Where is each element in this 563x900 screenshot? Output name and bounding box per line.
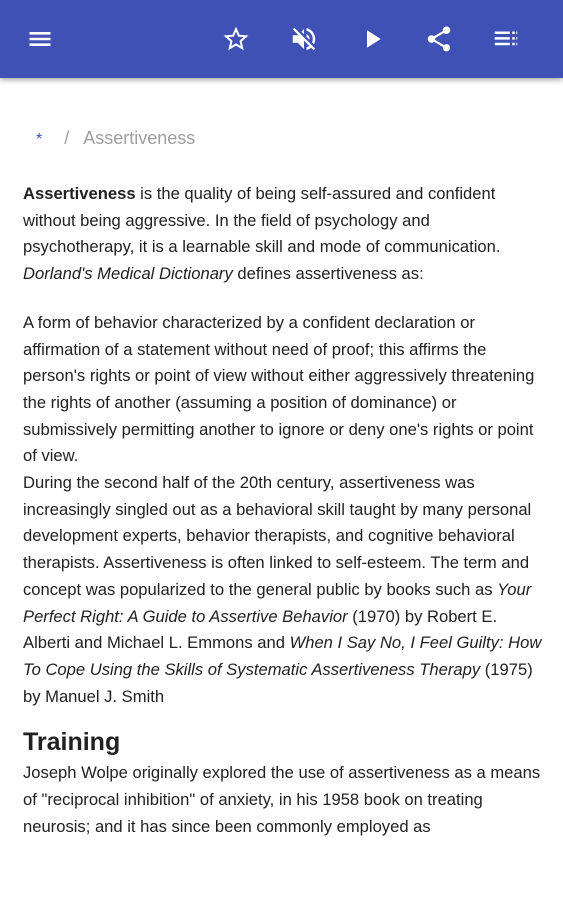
breadcrumb-separator: / xyxy=(64,128,70,148)
source-title: Dorland's Medical Dictionary xyxy=(23,264,233,284)
app-bar xyxy=(0,0,563,78)
section-heading: Training xyxy=(23,728,121,757)
menu-icon[interactable] xyxy=(20,19,60,59)
article-term: Assertiveness xyxy=(23,184,136,203)
history-text-2: (1970) by Robert E. Alberti and Michael L. Emmons and xyxy=(23,606,498,653)
book-title-2: When I Say No, I Feel Guilty: How To Cope Using the Skills of Systematic Assertiveness Therapy xyxy=(23,633,542,679)
contents-icon[interactable] xyxy=(486,19,526,59)
book-title-1: Your Perfect Right: A Guide to Assertive Behavior xyxy=(23,579,532,626)
breadcrumb xyxy=(36,128,195,149)
intro-text-end: defines assertiveness as: xyxy=(232,264,424,284)
history-text-3: (1975) by Manuel J. Smith xyxy=(23,659,533,706)
share-icon[interactable] xyxy=(419,19,459,59)
play-icon[interactable] xyxy=(352,19,392,59)
training-paragraph: Joseph Wolpe originally explored the use of assertiveness as a means of "reciprocal inhibition" of anxiety, in his 1958 book on treating neurosis; and it has since been commonly employed as xyxy=(23,763,541,836)
article-body xyxy=(23,181,543,840)
volume-off-icon[interactable] xyxy=(284,19,324,59)
breadcrumb-current: Assertiveness xyxy=(83,128,196,148)
star-icon[interactable] xyxy=(216,19,256,59)
quote-paragraph: A form of behavior characterized by a confident declaration or affirmation of a statement without need of proof; this affirms the person's rights or point of view without either aggressively threatening the rights of another (assuming a position of dominance) or submissively permitting another to ignore or deny one's rights or point of view. xyxy=(23,312,535,466)
article-view[interactable] xyxy=(0,78,563,900)
intro-text: is the quality of being self-assured and confident without being aggressive. In the field of psychology and psychotherapy, it is a learnable skill and mode of communication. xyxy=(23,184,501,257)
intro-paragraph xyxy=(23,181,543,288)
history-text: During the second half of the 20th century, assertiveness was increasingly singled out as a behavioral skill taught by many personal development experts, behavior therapists, and cognitive behavioral therapists. Assertiveness is often linked to self-esteem. The term and concept was popularized to the general public by books such as xyxy=(23,473,532,599)
history-paragraph xyxy=(23,470,543,710)
breadcrumb-home-link[interactable]: * xyxy=(36,131,43,148)
